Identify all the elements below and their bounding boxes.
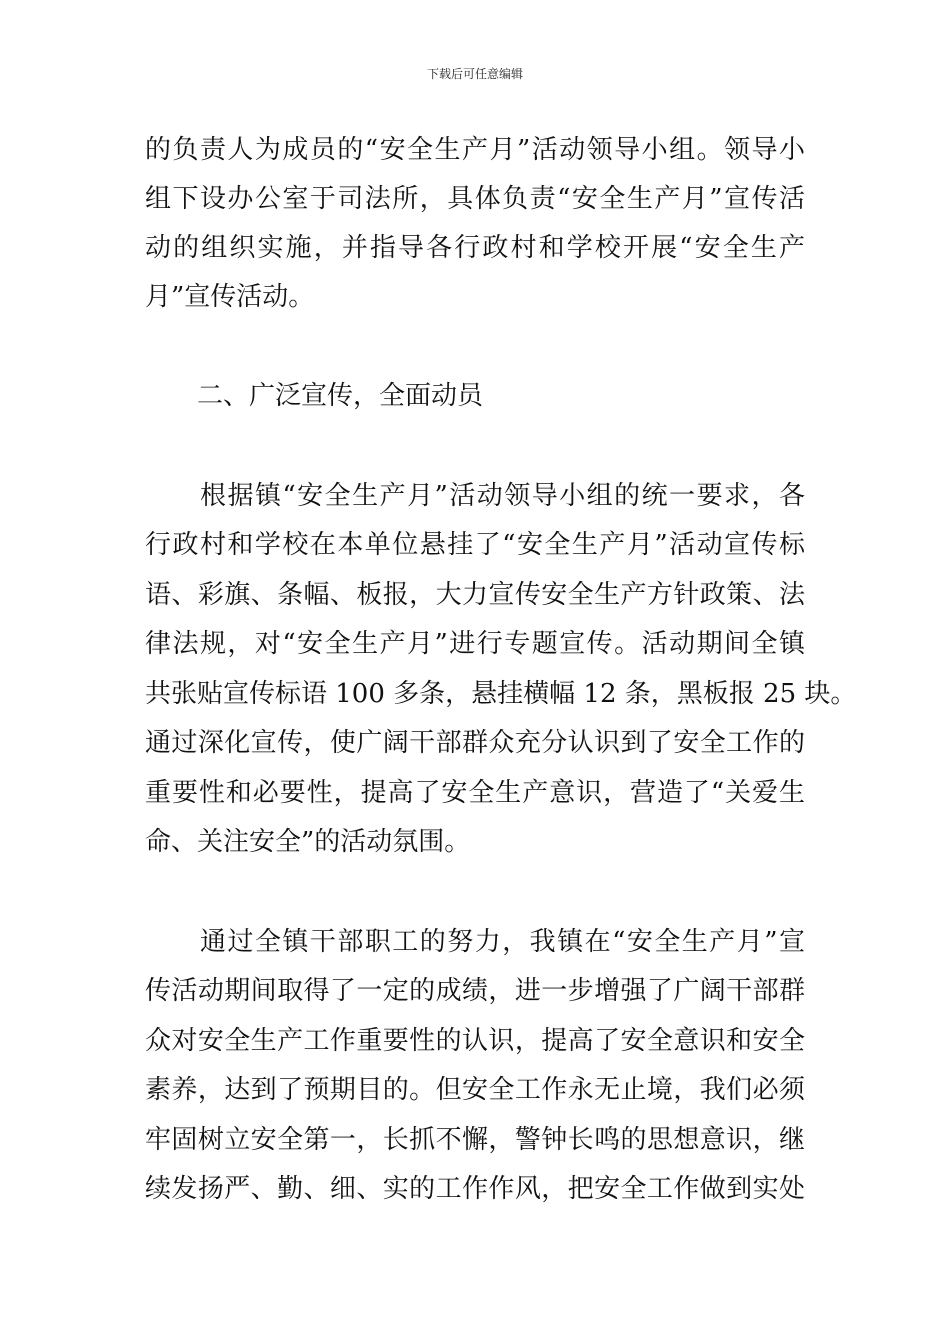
text-line: 语、彩旗、条幅、板报，大力宣传安全生产方针政策、法	[145, 580, 805, 610]
page-header: 下载后可任意编辑	[426, 67, 523, 81]
text-line: 通过深化宣传，使广阔干部群众充分认识到了安全工作的	[145, 728, 805, 758]
text-line: 通过全镇干部职工的努力，我镇在“安全生产月”宣	[200, 927, 805, 957]
text-line: 重要性和必要性，提高了安全生产意识，营造了“关爱生	[145, 778, 805, 808]
text-line: 共张贴宣传标语 100 多条，悬挂横幅 12 条，黑板报 25 块。	[145, 679, 857, 709]
text-line: 传活动期间取得了一定的成绩，进一步增强了广阔干部群	[145, 976, 805, 1006]
section-heading: 二、广泛宣传，全面动员	[197, 381, 484, 411]
text-line: 命、关注安全”的活动氛围。	[145, 827, 471, 857]
text-line: 组下设办公室于司法所，具体负责“安全生产月”宣传活	[145, 184, 805, 214]
text-line: 众对安全生产工作重要性的认识，提高了安全意识和安全	[145, 1026, 805, 1056]
text-line: 行政村和学校在本单位悬挂了“安全生产月”活动宣传标	[145, 530, 805, 560]
text-line: 根据镇“安全生产月”活动领导小组的统一要求，各	[200, 481, 805, 511]
text-line: 的负责人为成员的“安全生产月”活动领导小组。领导小	[145, 135, 805, 165]
text-line: 素养，达到了预期目的。但安全工作永无止境，我们必须	[145, 1075, 805, 1105]
text-line: 律法规，对“安全生产月”进行专题宣传。活动期间全镇	[145, 629, 805, 659]
text-line: 月”宣传活动。	[145, 282, 315, 312]
text-line: 动的组织实施，并指导各行政村和学校开展“安全生产	[145, 233, 805, 263]
text-line: 续发扬严、勤、细、实的工作作风，把安全工作做到实处	[145, 1174, 805, 1204]
text-line: 牢固树立安全第一，长抓不懈，警钟长鸣的思想意识，继	[145, 1125, 805, 1155]
